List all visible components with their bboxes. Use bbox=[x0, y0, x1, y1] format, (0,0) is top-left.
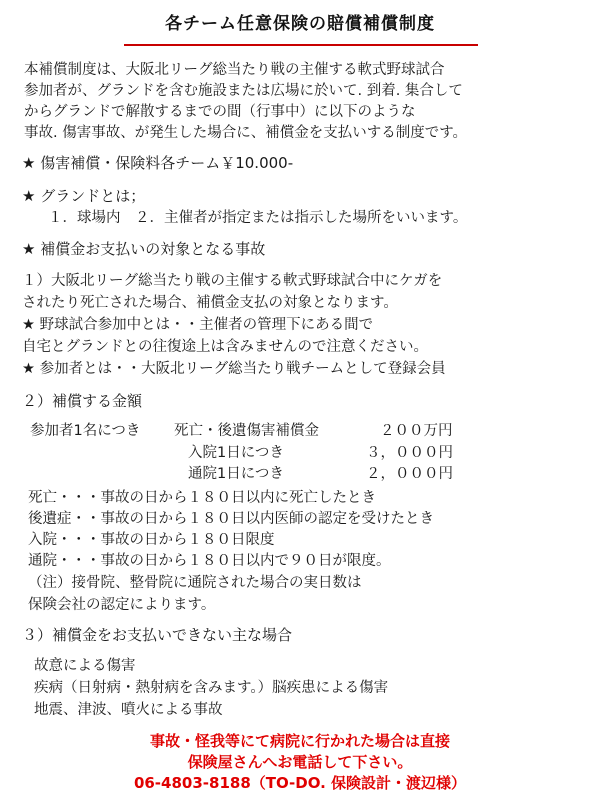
exclusion-heading: ３）補償金をお支払いできない主な場合 bbox=[22, 626, 293, 644]
amount-value: ２，０００円 bbox=[366, 466, 453, 482]
definition-line: （注）接骨院、整骨院に通院された場合の実日数は bbox=[28, 575, 362, 591]
intro-line: 事故. 傷害事故、が発生した場合に、補償金を支払いする制度です。 bbox=[24, 125, 468, 141]
amount-label: 入院1日につき bbox=[188, 445, 284, 461]
exclusion-line: 疾病（日射病・熱射病を含みます。）脳疾患による傷害 bbox=[34, 680, 389, 696]
fee-line: ★ 傷害補償・保険料各チーム￥10.000- bbox=[22, 154, 294, 172]
contact-phone: 06-4803-8188（TO-DO. 保険設計・渡辺様） bbox=[133, 774, 467, 792]
definition-line: 通院・・・事故の日から１８０日以内で９０日が限度。 bbox=[28, 553, 391, 569]
amount-heading: ２）補償する金額 bbox=[22, 392, 143, 410]
definition-line: 後遺症・・事故の日から１８０日以内医師の認定を受けたとき bbox=[28, 511, 434, 527]
covered-line: ★ 野球試合参加中とは・・主催者の管理下にある間で bbox=[22, 317, 374, 333]
covered-line: １）大阪北リーグ総当たり戦の主催する軟式野球試合中にケガを bbox=[22, 273, 443, 289]
contact-line: 保険屋さんへお電話して下さい。 bbox=[187, 753, 413, 771]
definition-line: 入院・・・事故の日から１８０日限度 bbox=[28, 532, 275, 548]
page-title: 各チーム任意保険の賠償補償制度 bbox=[165, 14, 435, 34]
amount-value: ３，０００円 bbox=[366, 445, 453, 461]
definition-line: 保険会社の認定によります。 bbox=[28, 597, 216, 613]
ground-detail: １．球場内 ２．主催者が指定または指示した場所をいいます。 bbox=[48, 210, 468, 226]
covered-line: 自宅とグランドとの往復途上は含みませんので注意ください。 bbox=[22, 339, 428, 355]
per-person-label: 参加者1名につき bbox=[30, 423, 141, 439]
contact-line: 事故・怪我等にて病院に行かれた場合は直接 bbox=[149, 732, 450, 750]
title-underline bbox=[124, 44, 478, 46]
exclusion-line: 故意による傷害 bbox=[34, 658, 136, 674]
ground-heading: ★ グランドとは； bbox=[22, 187, 146, 205]
amount-value: ２００万円 bbox=[380, 423, 453, 439]
amount-label: 通院1日につき bbox=[188, 466, 284, 482]
definition-line: 死亡・・・事故の日から１８０日以内に死亡したとき bbox=[28, 490, 376, 506]
covered-heading: ★ 補償金お支払いの対象となる事故 bbox=[22, 240, 266, 258]
intro-line: 本補償制度は、大阪北リーグ総当たり戦の主催する軟式野球試合 bbox=[24, 62, 445, 78]
intro-line: 参加者が、グランドを含む施設または広場に於いて. 到着. 集合して bbox=[24, 83, 463, 99]
amount-label: 死亡・後遺傷害補償金 bbox=[174, 423, 319, 439]
covered-line: されたり死亡された場合、補償金支払の対象となります。 bbox=[22, 295, 398, 311]
exclusion-line: 地震、津波、噴火による事故 bbox=[34, 702, 223, 718]
intro-line: からグランドで解散するまでの間（行事中）に以下のような bbox=[24, 104, 416, 120]
covered-line: ★ 参加者とは・・大阪北リーグ総当たり戦チームとして登録会員 bbox=[22, 361, 446, 377]
